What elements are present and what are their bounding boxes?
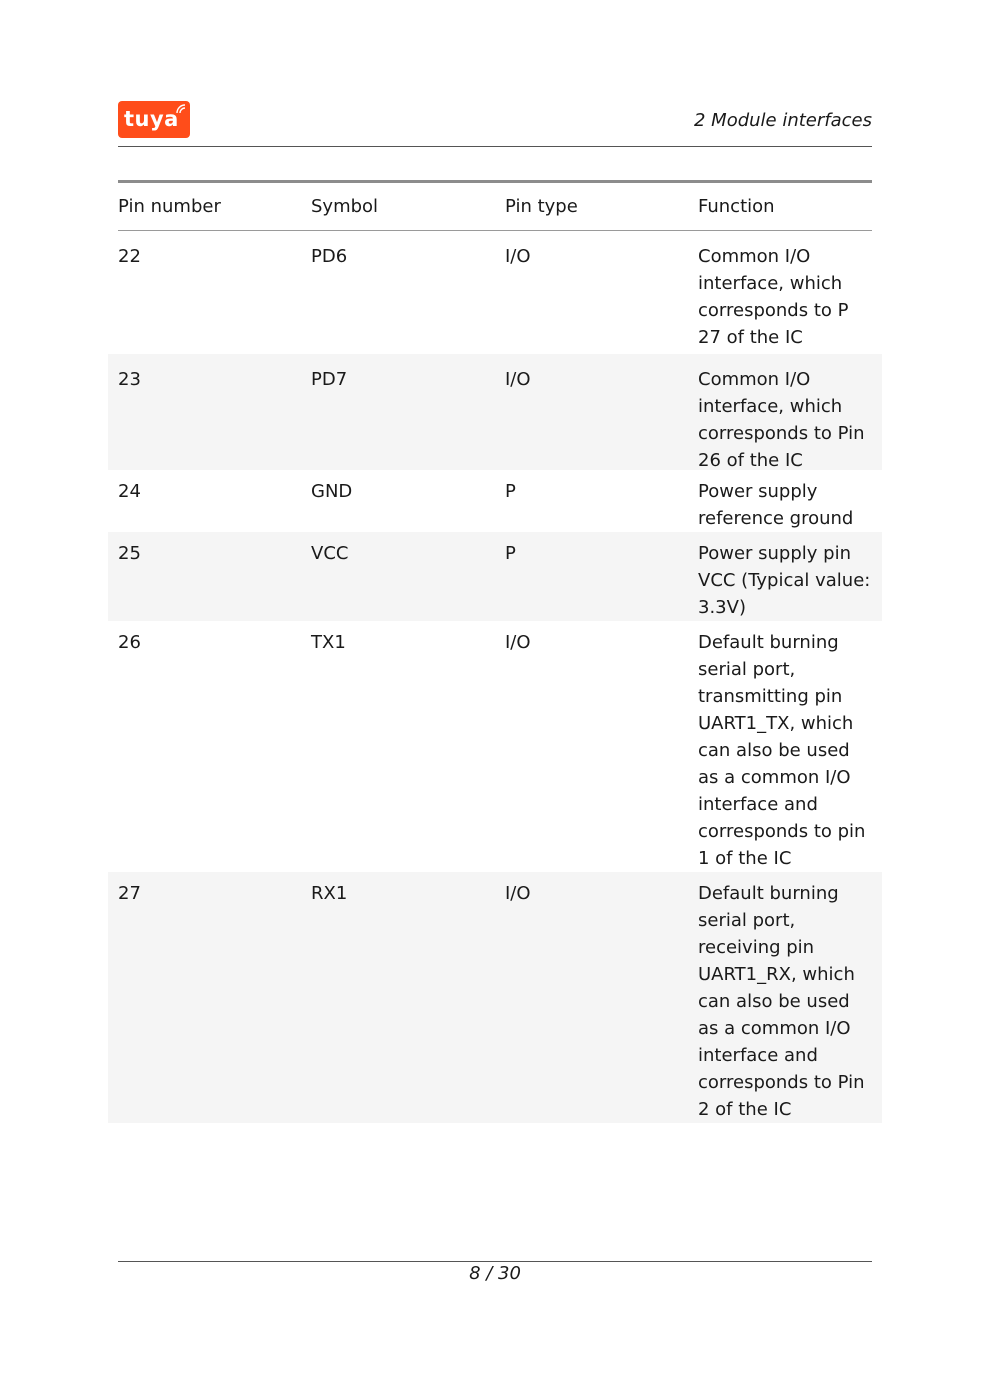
table-row (108, 872, 882, 1123)
pin-number-cell: 24 (118, 481, 141, 502)
function-line: Power supply pin (698, 543, 851, 564)
function-line: as a common I/O (698, 1018, 851, 1039)
function-line: Common I/O (698, 369, 811, 390)
function-line: can also be used (698, 991, 850, 1012)
function-cell (698, 243, 882, 354)
function-line: 27 of the IC (698, 327, 803, 348)
footer-divider (118, 1261, 872, 1262)
column-header-function: Function (698, 196, 775, 217)
table-row (108, 231, 882, 354)
function-line: 2 of the IC (698, 1099, 792, 1120)
pin-type-cell: P (505, 543, 516, 564)
function-line: 3.3V) (698, 597, 746, 618)
pin-type-cell: I/O (505, 246, 531, 267)
function-line: interface and (698, 1045, 818, 1066)
function-line: Common I/O (698, 246, 811, 267)
symbol-cell: TX1 (311, 632, 346, 653)
table-row (108, 354, 882, 470)
symbol-cell: VCC (311, 543, 349, 564)
function-line: Default burning (698, 632, 839, 653)
function-line: interface, which (698, 396, 843, 417)
symbol-cell: PD6 (311, 246, 348, 267)
pin-table (108, 180, 882, 1123)
pin-type-cell: P (505, 481, 516, 502)
function-line: VCC (Typical value: (698, 570, 871, 591)
function-line: serial port, (698, 910, 796, 931)
table-row (108, 470, 882, 532)
symbol-cell: GND (311, 481, 353, 502)
function-line: can also be used (698, 740, 850, 761)
table-row (108, 621, 882, 872)
function-cell (698, 366, 882, 470)
symbol-cell: PD7 (311, 369, 348, 390)
pin-number-cell: 23 (118, 369, 141, 390)
column-header-pin-type: Pin type (505, 196, 578, 217)
pin-type-cell: I/O (505, 369, 531, 390)
function-line: Power supply (698, 481, 818, 502)
function-line: receiving pin (698, 937, 815, 958)
header-divider (118, 146, 872, 147)
pin-number-cell: 22 (118, 246, 141, 267)
function-line: reference ground (698, 508, 854, 529)
function-line: interface and (698, 794, 818, 815)
pin-type-cell: I/O (505, 883, 531, 904)
pin-type-cell: I/O (505, 632, 531, 653)
function-line: serial port, (698, 659, 796, 680)
column-header-pin-number: Pin number (118, 196, 221, 217)
function-line: corresponds to P (698, 300, 849, 321)
function-line: UART1_RX, which (698, 964, 855, 985)
function-line: corresponds to Pin (698, 1072, 865, 1093)
function-line: Default burning (698, 883, 839, 904)
table-body (108, 231, 882, 1123)
tuya-logo (118, 101, 190, 138)
function-line: corresponds to Pin (698, 423, 865, 444)
function-line: as a common I/O (698, 767, 851, 788)
function-cell (698, 629, 882, 872)
symbol-cell: RX1 (311, 883, 348, 904)
function-line: corresponds to pin (698, 821, 866, 842)
pin-number-cell: 26 (118, 632, 141, 653)
section-title: 2 Module interfaces (693, 110, 872, 131)
function-line: UART1_TX, which (698, 713, 854, 734)
function-line: 26 of the IC (698, 450, 803, 471)
function-line: interface, which (698, 273, 843, 294)
function-line: 1 of the IC (698, 848, 792, 869)
logo-text: tuya (124, 107, 179, 131)
table-row (108, 532, 882, 621)
function-line: transmitting pin (698, 686, 843, 707)
function-cell (698, 540, 882, 621)
pin-number-cell: 25 (118, 543, 141, 564)
function-cell (698, 880, 882, 1123)
pin-number-cell: 27 (118, 883, 141, 904)
function-cell (698, 478, 882, 532)
table-header-row (108, 183, 882, 230)
column-header-symbol: Symbol (311, 196, 379, 217)
wifi-icon (176, 104, 186, 114)
page-number: 8 / 30 (469, 1263, 521, 1284)
